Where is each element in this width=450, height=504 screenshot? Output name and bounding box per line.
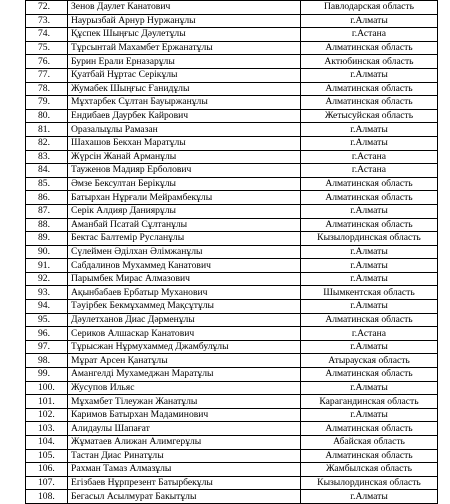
- row-number-cell: 86.: [26, 191, 68, 205]
- table-row: [26, 96, 438, 110]
- table-row: [26, 82, 438, 96]
- full-name-cell: Бурин Ерали Ерназарұлы: [68, 55, 301, 69]
- full-name-cell: Сабдалинов Мухаммед Канатович: [68, 259, 301, 273]
- row-number-cell: 72.: [26, 1, 68, 15]
- full-name-cell: Тұрсынтай Махамбет Ержанатұлы: [68, 41, 301, 55]
- region-cell: г.Алматы: [301, 259, 438, 273]
- full-name-cell: Әмзе Бексултан Берікұлы: [68, 177, 301, 191]
- region-cell: Алматинская область: [301, 422, 438, 436]
- region-cell: Кызылординская область: [301, 232, 438, 246]
- table-row: [26, 408, 438, 422]
- full-name-cell: Егізбаев Нұрпрезент Батырбекұлы: [68, 476, 301, 490]
- region-cell: г.Алматы: [301, 340, 438, 354]
- row-number-cell: 90.: [26, 245, 68, 259]
- row-number-cell: 82.: [26, 136, 68, 150]
- row-number-cell: 94.: [26, 300, 68, 314]
- region-cell: Алматинская область: [301, 191, 438, 205]
- region-cell: Жетысуйская область: [301, 109, 438, 123]
- full-name-cell: Жумабек Шыңғыс Ғанидұлы: [68, 82, 301, 96]
- table-row: [26, 164, 438, 178]
- row-number-cell: 91.: [26, 259, 68, 273]
- table-row: [26, 245, 438, 259]
- full-name-cell: Мұхтарбек Сұлтан Бауыржанұлы: [68, 96, 301, 110]
- table-row: [26, 340, 438, 354]
- full-name-cell: Жұматаев Алижан Алимгерұлы: [68, 436, 301, 450]
- region-cell: Карагандинская область: [301, 395, 438, 409]
- full-name-cell: Тауженов Мадияр Ерболович: [68, 164, 301, 178]
- row-number-cell: 79.: [26, 96, 68, 110]
- region-cell: Алматинская область: [301, 313, 438, 327]
- table-row: [26, 259, 438, 273]
- full-name-cell: Батырхан Нұрғали Мейрамбекұлы: [68, 191, 301, 205]
- full-name-cell: Тұрысжан Нұрмухаммед Джамбулұлы: [68, 340, 301, 354]
- row-number-cell: 81.: [26, 123, 68, 137]
- table-row: [26, 1, 438, 15]
- region-cell: г.Алматы: [301, 204, 438, 218]
- full-name-cell: Қуатбай Нұртас Серікұлы: [68, 68, 301, 82]
- table-row: [26, 109, 438, 123]
- full-name-cell: Құспек Шыңғыс Дәулетұлы: [68, 28, 301, 42]
- table-row: [26, 150, 438, 164]
- row-number-cell: 89.: [26, 232, 68, 246]
- table-row: [26, 41, 438, 55]
- row-number-cell: 92.: [26, 272, 68, 286]
- table-row: [26, 14, 438, 28]
- full-name-cell: Рахман Тамаз Алмазұлы: [68, 463, 301, 477]
- region-cell: Алматинская область: [301, 218, 438, 232]
- row-number-cell: 76.: [26, 55, 68, 69]
- row-number-cell: 108.: [26, 490, 68, 504]
- table-row: [26, 286, 438, 300]
- table-row: [26, 191, 438, 205]
- region-cell: Алматинская область: [301, 177, 438, 191]
- row-number-cell: 107.: [26, 476, 68, 490]
- full-name-cell: Алидаулы Шапағат: [68, 422, 301, 436]
- region-cell: Актюбинская область: [301, 55, 438, 69]
- full-name-cell: Ендибаев Даурбек Кайрович: [68, 109, 301, 123]
- row-number-cell: 77.: [26, 68, 68, 82]
- row-number-cell: 85.: [26, 177, 68, 191]
- region-cell: Алматинская область: [301, 449, 438, 463]
- region-cell: Павлодарская область: [301, 1, 438, 15]
- row-number-cell: 104.: [26, 436, 68, 450]
- region-cell: г.Алматы: [301, 68, 438, 82]
- row-number-cell: 96.: [26, 327, 68, 341]
- region-cell: г.Алматы: [301, 136, 438, 150]
- full-name-cell: Жусупов Ильяс: [68, 381, 301, 395]
- region-cell: г.Алматы: [301, 381, 438, 395]
- table-row: [26, 177, 438, 191]
- full-name-cell: Аманбай Псатай Сұлтанұлы: [68, 218, 301, 232]
- row-number-cell: 78.: [26, 82, 68, 96]
- full-name-cell: Парымбек Мирас Алмазович: [68, 272, 301, 286]
- full-name-cell: Зенов Даулет Канатович: [68, 1, 301, 15]
- row-number-cell: 103.: [26, 422, 68, 436]
- table-row: [26, 123, 438, 137]
- region-cell: г.Алматы: [301, 490, 438, 504]
- region-cell: Шымкентская область: [301, 286, 438, 300]
- row-number-cell: 98.: [26, 354, 68, 368]
- table-row: [26, 327, 438, 341]
- row-number-cell: 99.: [26, 368, 68, 382]
- region-cell: Кызылординская область: [301, 476, 438, 490]
- region-cell: Атырауская область: [301, 354, 438, 368]
- table-row: [26, 136, 438, 150]
- table-row: [26, 218, 438, 232]
- full-name-cell: Амангелді Мухамеджан Маратұлы: [68, 368, 301, 382]
- full-name-cell: Тәуірбек Бекмұхаммед Мақсұтұлы: [68, 300, 301, 314]
- table-row: [26, 28, 438, 42]
- region-cell: г.Астана: [301, 327, 438, 341]
- row-number-cell: 87.: [26, 204, 68, 218]
- table-row: [26, 313, 438, 327]
- table-row: [26, 272, 438, 286]
- region-cell: г.Алматы: [301, 14, 438, 28]
- full-name-cell: Бегасыл Асылмурат Бакытұлы: [68, 490, 301, 504]
- region-cell: Жамбылская область: [301, 463, 438, 477]
- row-number-cell: 73.: [26, 14, 68, 28]
- full-name-cell: Наурызбай Арнур Нуржанұлы: [68, 14, 301, 28]
- full-name-cell: Серік Алдияр Даниярұлы: [68, 204, 301, 218]
- table-row: [26, 395, 438, 409]
- region-cell: Абайская область: [301, 436, 438, 450]
- table-row: [26, 300, 438, 314]
- region-cell: г.Алматы: [301, 300, 438, 314]
- full-name-cell: Ақынбабаев Ербатыр Муханович: [68, 286, 301, 300]
- full-name-cell: Тастан Диас Ринатұлы: [68, 449, 301, 463]
- row-number-cell: 106.: [26, 463, 68, 477]
- table-row: [26, 68, 438, 82]
- table-row: [26, 476, 438, 490]
- table-row: [26, 449, 438, 463]
- row-number-cell: 102.: [26, 408, 68, 422]
- table-row: [26, 490, 438, 504]
- region-cell: г.Алматы: [301, 123, 438, 137]
- row-number-cell: 95.: [26, 313, 68, 327]
- table-row: [26, 436, 438, 450]
- full-name-cell: Сүлеймен Әділхан Әлімжанұлы: [68, 245, 301, 259]
- row-number-cell: 84.: [26, 164, 68, 178]
- row-number-cell: 100.: [26, 381, 68, 395]
- table-row: [26, 354, 438, 368]
- table-row: [26, 368, 438, 382]
- full-name-cell: Шахашов Бекхан Маратұлы: [68, 136, 301, 150]
- full-name-cell: Дәулетханов Диас Дәрменұлы: [68, 313, 301, 327]
- region-cell: г.Алматы: [301, 245, 438, 259]
- region-cell: Алматинская область: [301, 96, 438, 110]
- region-cell: г.Алматы: [301, 272, 438, 286]
- table-row: [26, 204, 438, 218]
- full-name-cell: Жүрсін Жанай Арманұлы: [68, 150, 301, 164]
- students-table: [25, 0, 438, 504]
- full-name-cell: Бектас Балтемір Русланұлы: [68, 232, 301, 246]
- region-cell: г.Астана: [301, 28, 438, 42]
- full-name-cell: Сериков Алшаскар Канатович: [68, 327, 301, 341]
- table-row: [26, 232, 438, 246]
- region-cell: Алматинская область: [301, 82, 438, 96]
- region-cell: г.Алматы: [301, 408, 438, 422]
- region-cell: г.Астана: [301, 164, 438, 178]
- table-row: [26, 463, 438, 477]
- row-number-cell: 75.: [26, 41, 68, 55]
- row-number-cell: 88.: [26, 218, 68, 232]
- table-row: [26, 381, 438, 395]
- table-body: [26, 1, 438, 504]
- full-name-cell: Мұрат Арсен Қанатұлы: [68, 354, 301, 368]
- table-row: [26, 55, 438, 69]
- row-number-cell: 83.: [26, 150, 68, 164]
- region-cell: Алматинская область: [301, 41, 438, 55]
- row-number-cell: 101.: [26, 395, 68, 409]
- row-number-cell: 74.: [26, 28, 68, 42]
- region-cell: Алматинская область: [301, 368, 438, 382]
- row-number-cell: 105.: [26, 449, 68, 463]
- row-number-cell: 97.: [26, 340, 68, 354]
- full-name-cell: Оразалыұлы Рамазан: [68, 123, 301, 137]
- table-row: [26, 422, 438, 436]
- full-name-cell: Каримов Батырхан Мадаминович: [68, 408, 301, 422]
- row-number-cell: 93.: [26, 286, 68, 300]
- region-cell: г.Астана: [301, 150, 438, 164]
- row-number-cell: 80.: [26, 109, 68, 123]
- full-name-cell: Мұхамбет Тілеужан Жанатұлы: [68, 395, 301, 409]
